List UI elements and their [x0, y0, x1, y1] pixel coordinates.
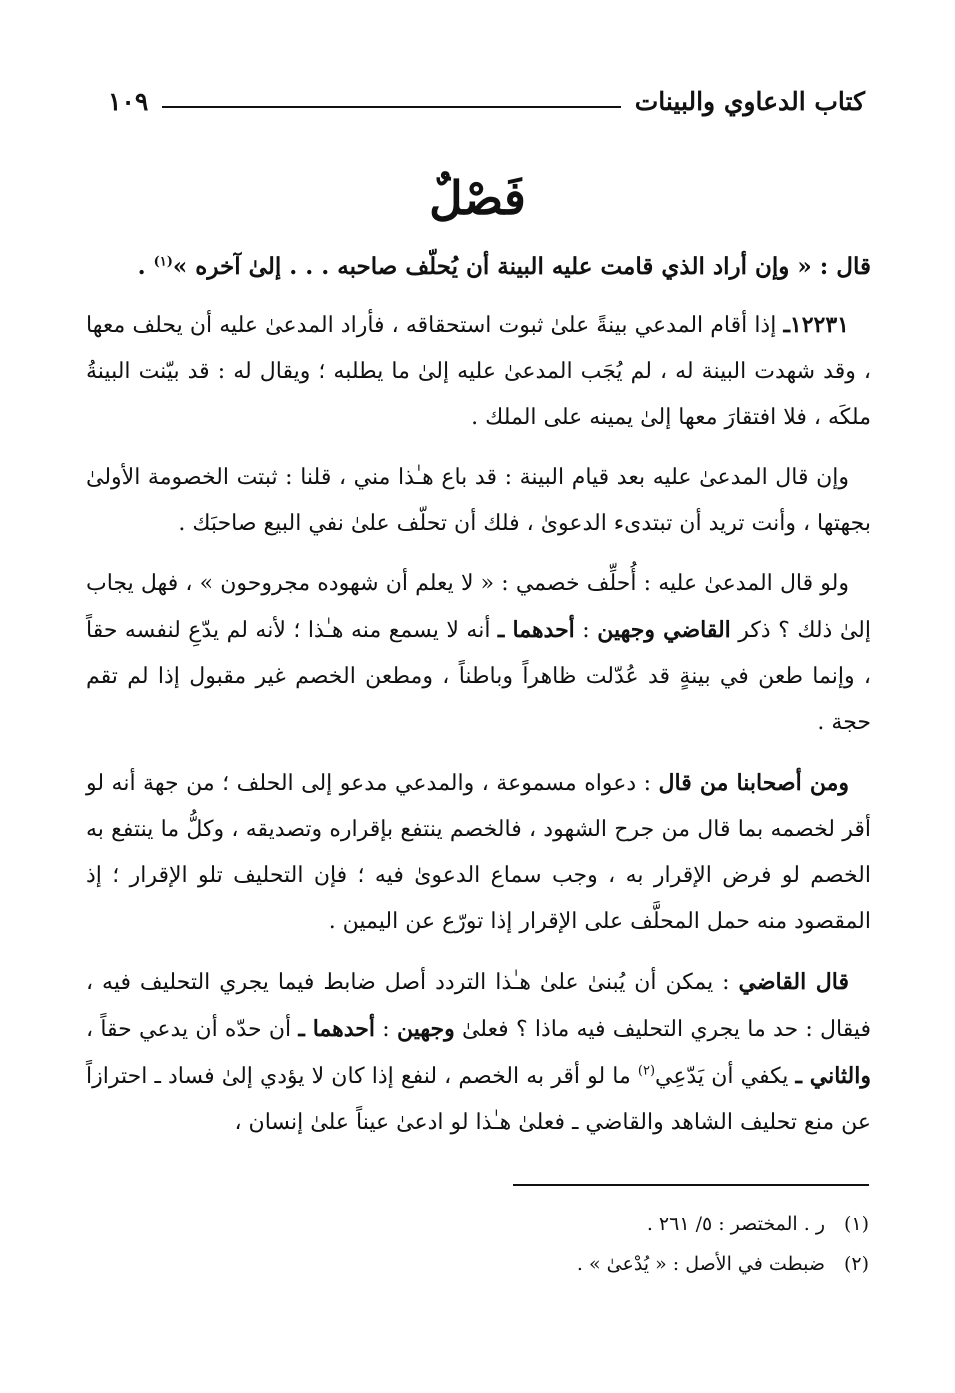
header-rule [162, 106, 620, 108]
paragraph-4 [86, 760, 871, 945]
paragraph-number: ١٢٢٣١ـ [783, 312, 849, 338]
quote-end: . [137, 253, 154, 280]
footnote-2 [86, 1244, 869, 1284]
paragraph-3 [86, 561, 871, 746]
footnote-number: (٢) [843, 1253, 869, 1275]
footnote-number: (١) [843, 1213, 869, 1235]
paragraph-text: : [582, 618, 590, 643]
paragraph-text: أن حدّه أن يدعي حقاً ، [86, 1017, 292, 1042]
bold-phrase: أحدهما ـ [497, 617, 575, 643]
body-text [86, 244, 871, 1160]
paragraph-2 [86, 455, 871, 547]
paragraph-text: وإن قال المدعىٰ عليه بعد قيام البينة : قد باع هـٰذا مني ، قلنا : ثبتت الخصومة الأولىٰ بجهتها ، وأنت تريد أن تبتدىء الدعوىٰ ، فلك أن تحلّف علىٰ نفي البيع صاحبَك . [86, 465, 871, 536]
paragraph-text: يكفي أن يَدّعِي [655, 1064, 789, 1089]
footnotes [86, 1204, 869, 1284]
quote-text: « وإن أراد الذي قامت عليه البينة أن يُحلّف صاحبه . . . إلىٰ آخره » [172, 253, 812, 280]
bold-phrase: أحدهما ـ [298, 1016, 376, 1042]
bold-phrase: ومن أصحابنا من قال [658, 770, 849, 796]
quote-label: قال : [819, 253, 871, 280]
paragraph-text: : دعواه مسموعة ، والمدعي مدعو إلى الحلف ؛ من جهة أنه لو أقر لخصمه بما قال من جرح الشهود ، فالخصم ينتفع بإقراره وتصديقه ، وكلُّ ما ينتفع به الخصم لو فرض الإقرار به ، وجب سماع الدعوىٰ فيه ؛ فإن التحليف تلو الإقرار ؛ إذ المقصود منه حمل المحلَّف على الإقرار إذا تورّع عن اليمين . [86, 771, 871, 934]
footnote-text: ر . المختصر : ٥/ ٢٦١ . [646, 1213, 825, 1235]
bold-phrase: قال القاضي [738, 969, 850, 995]
paragraph-text: : [382, 1017, 390, 1042]
footnote-ref-1: (١) [153, 254, 173, 270]
paragraph-text: ولو قال المدعىٰ عليه : أُحلِّف خصمي : « لا يعلم أن شهوده مجروحون » ، فهل يجاب إلىٰ ذلك ؟ ذكر [86, 571, 871, 643]
footnote-rule [513, 1184, 869, 1186]
footnote-1 [86, 1204, 869, 1244]
page-number: ١٠٩ [108, 86, 149, 116]
paragraph-text: ما لو أقر به الخصم ، لنفع إذا كان لا يؤدي إلىٰ فساد ـ احترازاً عن منع تحليف الشاهد والقاضي ـ فعلىٰ هـٰذا لو ادعىٰ عيناً علىٰ إنسان ، [86, 1064, 871, 1135]
quote-paragraph [86, 244, 871, 290]
footnote-ref-2: (٢) [637, 1063, 656, 1079]
paragraph-12231 [86, 302, 871, 441]
paragraph-text: : يمكن أن يُبنىٰ علىٰ هـٰذا التردد أصل ضابط فيما يجري التحليف فيه ، فيقال : حد ما يجري التحليف فيه ماذا ؟ فعلىٰ [86, 970, 872, 1042]
bold-phrase: وجهين [396, 1016, 455, 1042]
footnote-text: ضبطت في الأصل : « يُدْعىٰ » . [576, 1253, 825, 1275]
running-title: كتاب الدعاوي والبينات [634, 86, 865, 116]
running-header [108, 78, 865, 124]
paragraph-text: إذا أقام المدعي بينةً علىٰ ثبوت استحقاقه ، فأراد المدعىٰ عليه أن يحلف معها ، وقد شهدت البينة له ، لم يُجَب المدعىٰ عليه إلىٰ ما يطلبه ؛ ويقال له : قد بيّنت البينةُ ملكَه ، فلا افتقارَ معها إلىٰ يمينه على الملك . [86, 313, 871, 430]
paragraph-5 [86, 959, 871, 1146]
section-heading: فَصْلٌ [429, 171, 526, 225]
bold-phrase: والثاني ـ [795, 1063, 871, 1089]
bold-phrase: القاضي وجهين [597, 617, 731, 643]
paragraph-text: أنه لا يسمع منه هـٰذا ؛ لأنه لم يدّعِ لنفسه حقاً ، وإنما طعن في بينةٍ قد عُدّلت ظاهراً وباطناً ، ومطعن الخصم غير مقبول إذا لم تقم حجة . [86, 618, 871, 735]
